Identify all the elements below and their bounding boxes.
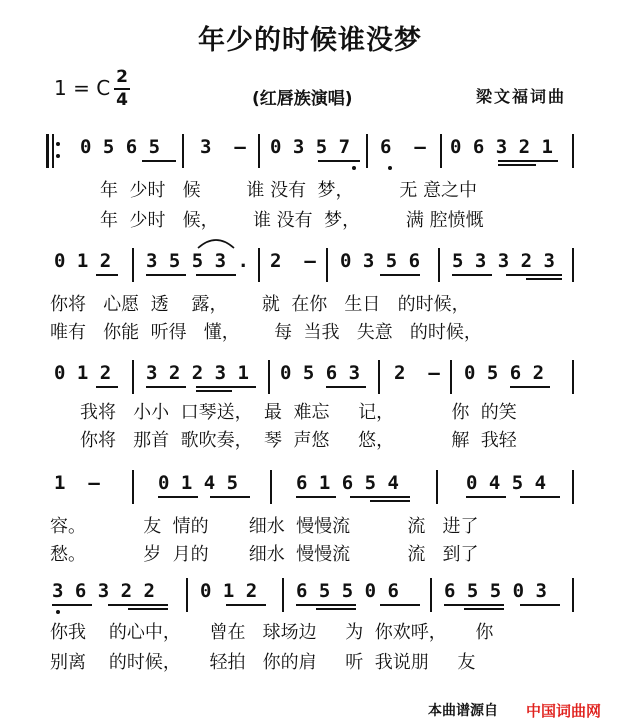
- measure-2-5: 5 3 3 2 3: [452, 250, 555, 272]
- measure-3-2: 3 2 2 3 1: [146, 362, 249, 384]
- measure-1-2: 3 —: [200, 136, 246, 158]
- measure-4-3: 6 1 6 5 4: [296, 472, 399, 494]
- measure-1-4: 6 —: [380, 136, 426, 158]
- key-signature: 1 = C: [54, 76, 111, 100]
- notation-line-4: [0, 466, 620, 506]
- lyric-line-3b: 你将 那首 歌吹奏， 琴 声悠 悠， 解 我轻: [80, 430, 517, 451]
- notation-line-5: [0, 574, 620, 614]
- slur-mark: [196, 236, 236, 250]
- measure-1-3: 0 3 5 7: [270, 136, 351, 158]
- measure-2-3: 2 —: [270, 250, 316, 272]
- measure-2-2: 3 5 5 3 .: [146, 250, 249, 272]
- notation-line-2: [0, 244, 620, 284]
- lyric-line-4b: 愁。 岁 月的 细水 慢慢流 流 到了: [50, 544, 479, 565]
- measure-3-5: 0 5 6 2: [464, 362, 545, 384]
- measure-5-3: 6 5 5 0 6: [296, 580, 399, 602]
- measure-2-4: 0 3 5 6: [340, 250, 421, 272]
- measure-2-1: 0 1 2: [54, 250, 112, 272]
- measure-3-1: 0 1 2: [54, 362, 112, 384]
- time-signature: [114, 68, 130, 110]
- composer-credit: 梁文福词曲: [476, 87, 567, 106]
- lyric-line-2a: 你将 心愿 透 露， 就 在你 生日 的时候，: [50, 294, 470, 315]
- measure-5-2: 0 1 2: [200, 580, 258, 602]
- footer-site-link[interactable]: 中国词曲网: [526, 702, 602, 720]
- lyric-line-1b: 年 少时 候， 谁 没有 梦， 满 腔愤慨: [100, 210, 484, 231]
- measure-3-4: 2 —: [394, 362, 440, 384]
- lyric-line-1a: 年 少时 候 谁 没有 梦， 无 意之中: [100, 180, 478, 201]
- measure-5-1: 3 6 3 2 2: [52, 580, 155, 602]
- measure-4-1: 1 —: [54, 472, 100, 494]
- lyric-line-5a: 你我 的心中， 曾在 球场边 为 你欢呼， 你: [50, 622, 494, 643]
- notation-line-3: [0, 356, 620, 396]
- meter-top: 2: [116, 67, 128, 87]
- measure-4-4: 0 4 5 4: [466, 472, 547, 494]
- lyric-line-5b: 别离 的时候， 轻拍 你的肩 听 我说朋 友: [50, 652, 476, 673]
- lyric-line-2b: 唯有 你能 听得 懂， 每 当我 失意 的时候，: [50, 322, 482, 343]
- measure-1-5: 0 6 3 2 1: [450, 136, 553, 158]
- lyric-line-4a: 容。 友 情的 细水 慢慢流 流 进了: [50, 516, 479, 537]
- measure-3-3: 0 5 6 3: [280, 362, 361, 384]
- singer-credit: (红唇族演唱): [252, 89, 353, 109]
- measure-1-1: 0 5 6 5: [80, 136, 161, 158]
- notation-line-1: [0, 130, 620, 170]
- footer-source-label: 本曲谱源自: [428, 703, 498, 719]
- meter-bottom: 4: [116, 90, 128, 110]
- measure-5-4: 6 5 5 0 3: [444, 580, 547, 602]
- song-title: 年少的时候谁没梦: [198, 25, 422, 56]
- measure-4-2: 0 1 4 5: [158, 472, 239, 494]
- lyric-line-3a: 我将 小小 口琴送， 最 难忘 记， 你 的笑: [80, 402, 517, 423]
